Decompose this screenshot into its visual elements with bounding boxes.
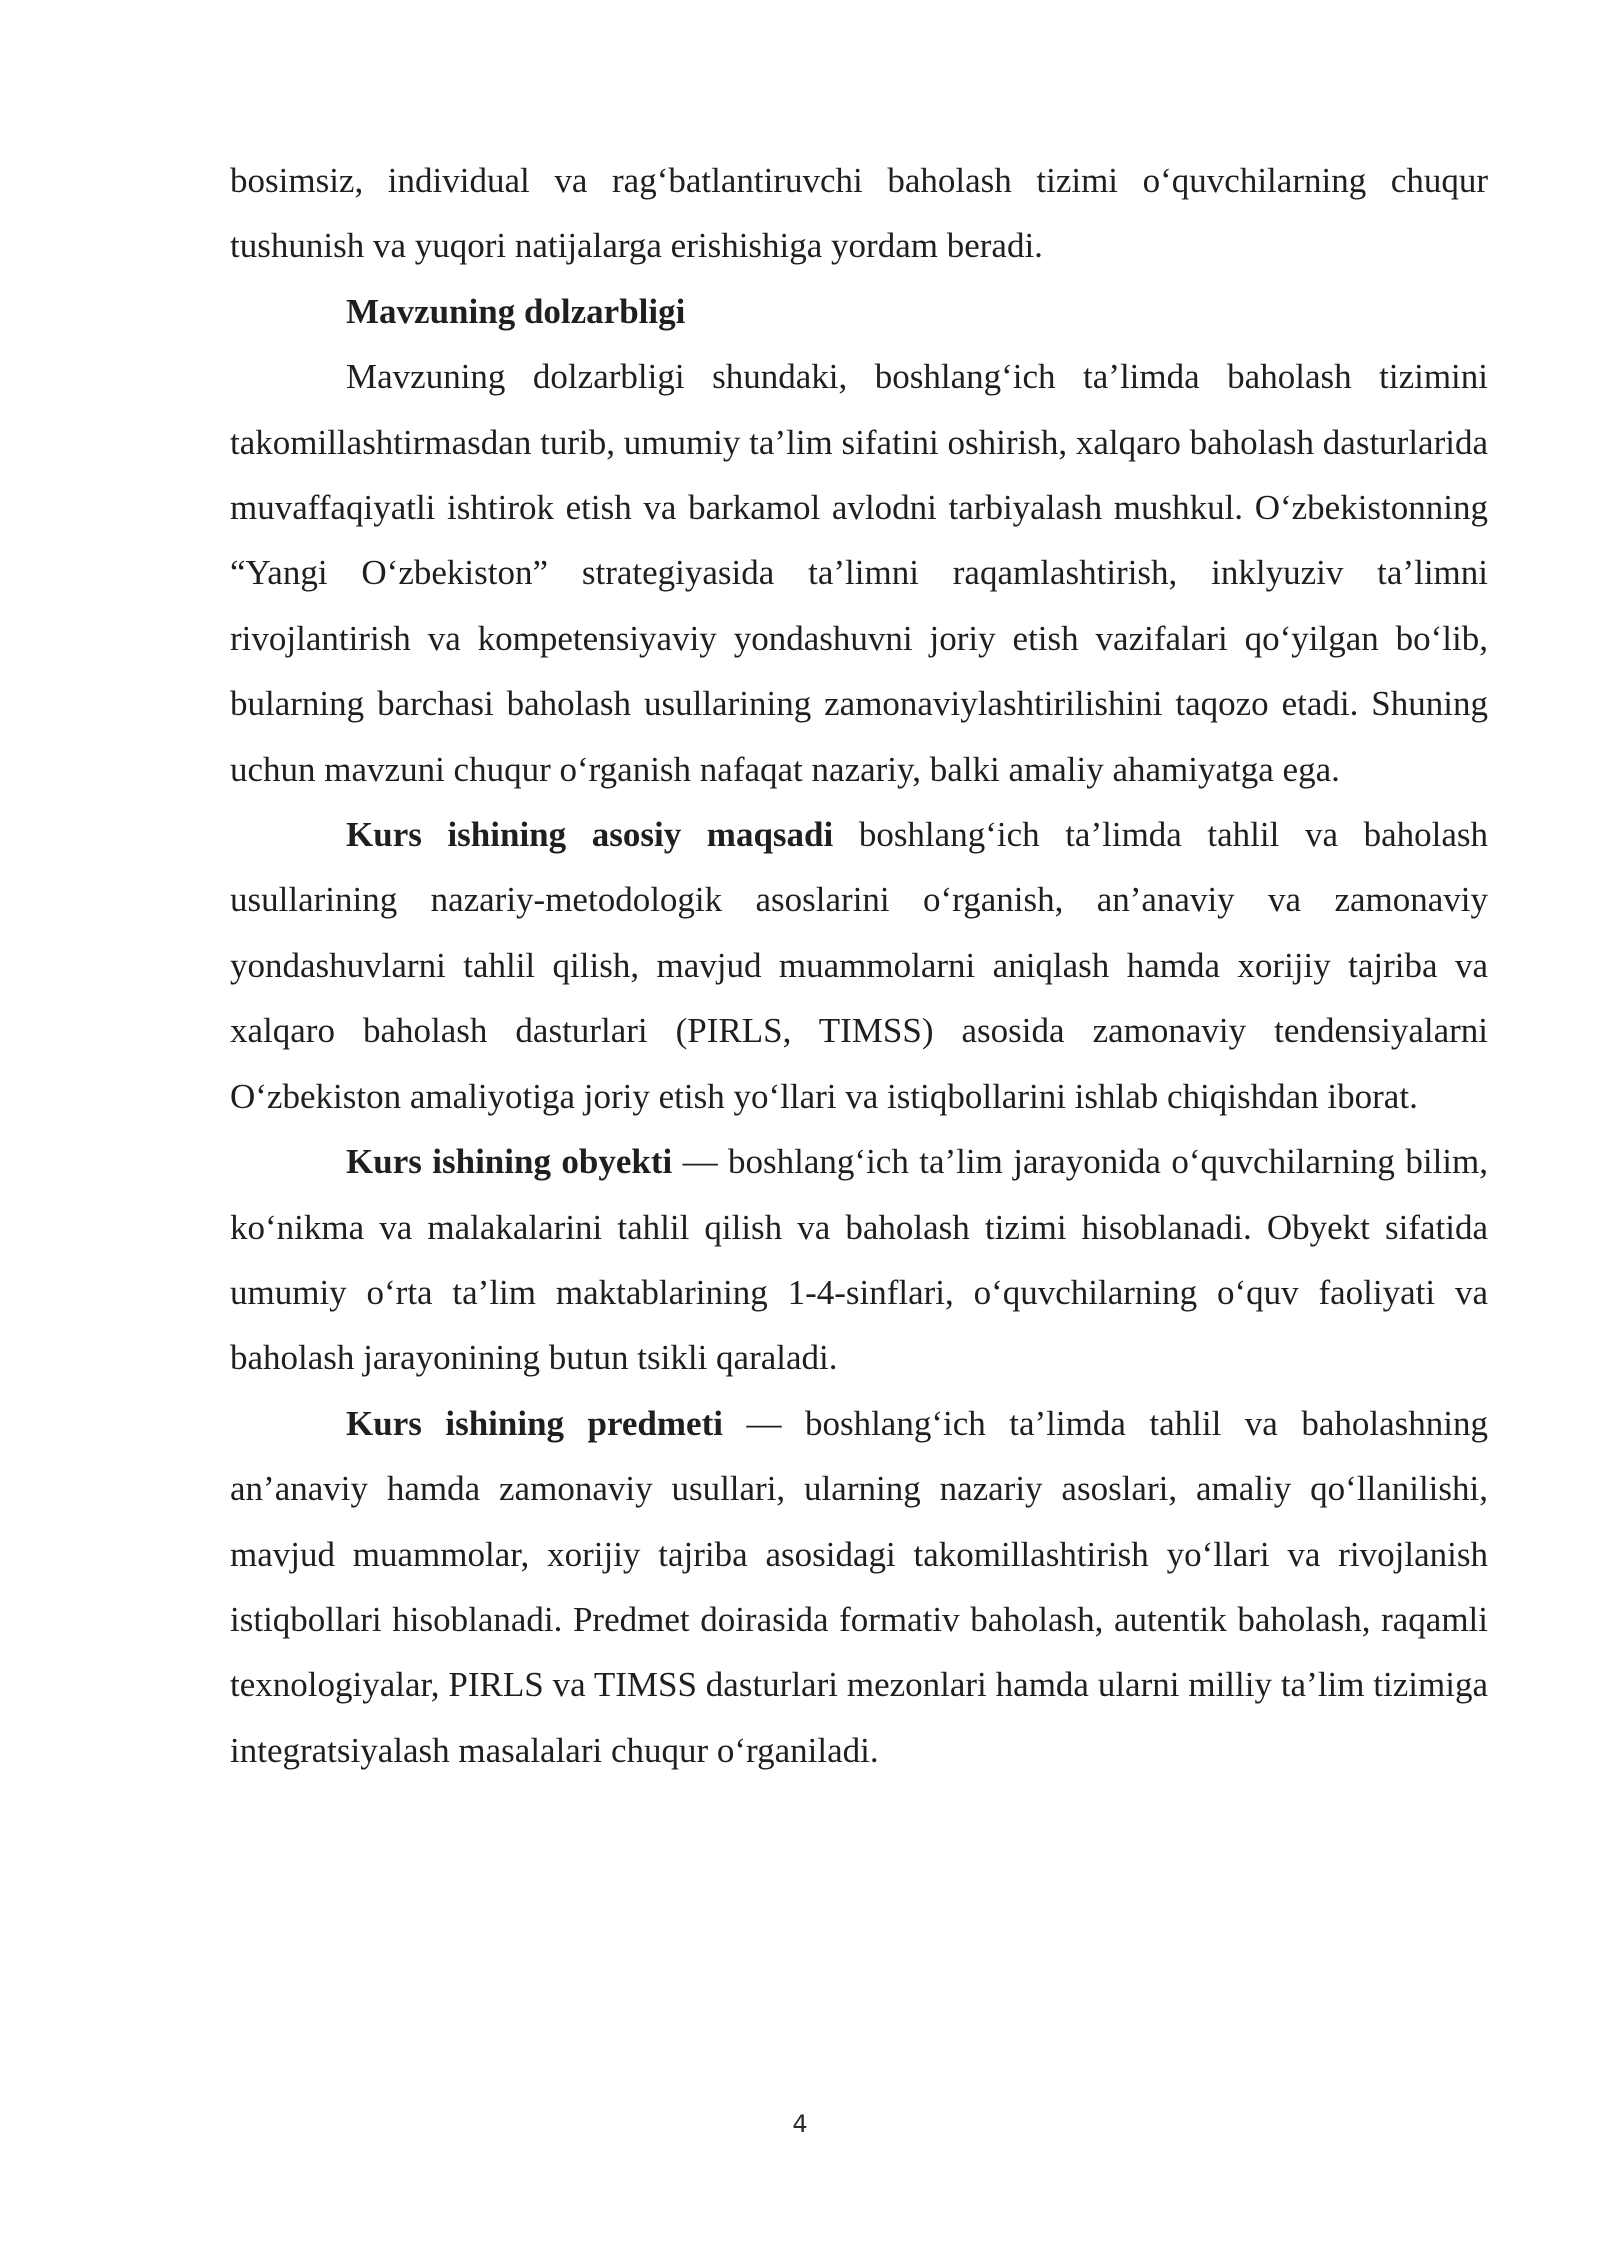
goal-text: boshlang‘ich ta’limda tahlil va baholash usullarining nazariy-metodologik asoslarini o‘rganish, an’anaviy va zamonaviy yondashuvlarni tahlil qilish, mavjud muammolarni aniqlash hamda xorijiy tajriba va xalqaro baholash dasturlari (PIRLS, TIMSS) asosida zamonaviy tendensiyalarni O‘zbekiston amaliyotiga joriy etish yo‘llari va istiqbollarini ishlab chiqishdan iborat. [230, 815, 1488, 1116]
object-term: Kurs ishining obyekti [346, 1142, 673, 1182]
relevance-paragraph: Mavzuning dolzarbligi shundaki, boshlang‘ich ta’limda baholash tizimini takomillashtirmasdan turib, umumiy ta’lim sifatini oshirish, xalqaro baholash dasturlarida muvaffaqiyatli ishtirok etish va barkamol avlodni tarbiyalash mushkul. O‘zbekistonning “Yangi O‘zbekiston” strategiyasida ta’limni raqamlashtirish, inklyuziv ta’limni rivojlantirish va kompetensiyaviy yondashuvni joriy etish vazifalari qo‘yilgan bo‘lib, bularning barchasi baholash usullarining zamonaviylashtirilishini taqozo etadi. Shuning uchun mavzuni chuqur o‘rganish nafaqat nazariy, balki amaliy ahamiyatga ega. [230, 357, 1488, 789]
subject-paragraph [230, 1391, 1488, 1783]
section-heading: Mavzuning dolzarbligi [346, 291, 686, 331]
goal-term: Kurs ishining asosiy maqsadi [346, 815, 834, 855]
page-number: 4 [792, 2110, 808, 2138]
continuation-paragraph: bosimsiz, individual va rag‘batlantiruvchi baholash tizimi o‘quvchilarning chuqur tushunish va yuqori natijalarga erishishiga yordam beradi. [230, 161, 1488, 266]
subject-term: Kurs ishining predmeti [346, 1403, 723, 1443]
goal-paragraph [230, 802, 1488, 1129]
body-text [230, 148, 1488, 1783]
subject-text: — boshlang‘ich ta’limda tahlil va baholashning an’anaviy hamda zamonaviy usullari, ularning nazariy asoslari, amaliy qo‘llanilishi, mavjud muammolar, xorijiy tajriba asosidagi takomillashtirish yo‘llari va rivojlanish istiqbollari hisoblanadi. Predmet doirasida formativ baholash, autentik baholash, raqamli texnologiyalar, PIRLS va TIMSS dasturlari mezonlari hamda ularni milliy ta’lim tizimiga integratsiyalash masalalari chuqur o‘rganiladi. [230, 1403, 1488, 1770]
object-paragraph [230, 1129, 1488, 1391]
object-text: — boshlang‘ich ta’lim jarayonida o‘quvchilarning bilim, ko‘nikma va malakalarini tahlil qilish va baholash tizimi hisoblanadi. Obyekt sifatida umumiy o‘rta ta’lim maktablarining 1-4-sinflari, o‘quvchilarning o‘quv faoliyati va baholash jarayonining butun tsikli qaraladi. [230, 1142, 1488, 1378]
